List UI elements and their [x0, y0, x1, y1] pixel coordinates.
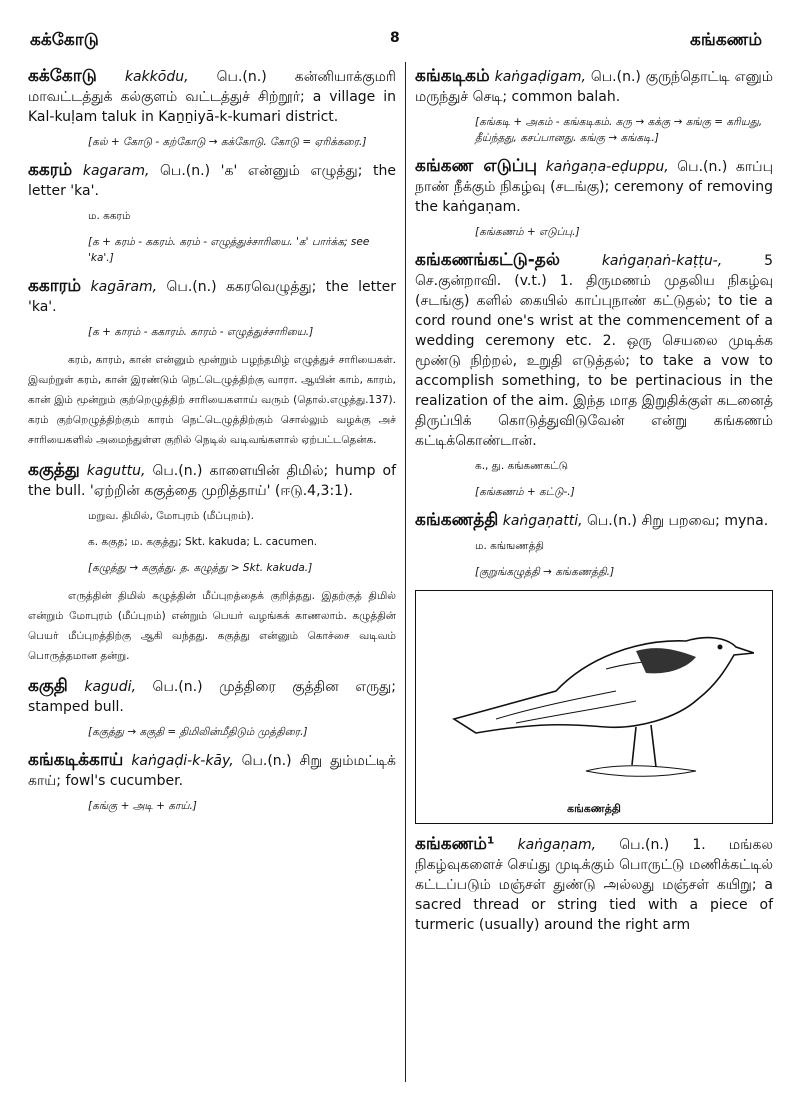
transliteration: kagudi, [84, 679, 137, 695]
running-head-right: கங்கணம் [690, 30, 762, 50]
transliteration: kaṅgaṇatti, [502, 513, 583, 529]
headword: கங்கடிக்காய் [28, 750, 124, 770]
entry [415, 834, 773, 935]
headword: கங்கண எடுப்பு [415, 156, 538, 176]
explanatory-paragraph: எருத்தின் திமில் கழுத்தின் மீப்புறத்தைக் குறித்தது. இதற்குத் திமில் என்றும் மோபுரம் (மீப்புறம்) என்றும் பெயர் வழங்கக் காணலாம். கழுத்தின் பெயர் மீப்புறத்திற்கு ஆகி வந்தது. ககுத்து என்னும் கொச்சை வடிவம் பொருத்தமான தன்று. [28, 590, 396, 662]
transliteration: kaṅgaṇam, [517, 837, 597, 853]
figure-caption: கங்கணத்தி [567, 802, 621, 815]
transliteration: kagāram, [90, 279, 158, 295]
definition: பெ.(n.) காப்பு நாண் நீக்கும் நிகழ்வு (சடங்கு); ceremony of removing the kaṅgaṇam. [415, 159, 773, 215]
headword: ககுதி [28, 676, 68, 696]
headword: கங்கடிகம் [415, 66, 490, 86]
entry [28, 160, 396, 201]
definition: பெ.(n.) கன்னியாக்குமரி மாவட்டத்துக் கல்குளம் வட்டத்துச் சிற்றூர்; a village in Kal-kuḷam taluk in Kaṉṉiyā-k-kumari district. [28, 69, 397, 125]
transliteration: kagaram, [82, 163, 150, 179]
headword: கக்கோடு [28, 66, 97, 86]
transliteration: kaguttu, [86, 463, 146, 479]
etymology-note: [கங்கடி + அகம் - கங்கடிகம். கரு → கக்கு → கங்கு = கரியது, தீய்ந்தது, கசப்பானது. கங்கு → கங்கடி.] [475, 116, 763, 144]
synonym-note: மறுவ. திமில், மோபுரம் (மீப்புறம்). [88, 510, 254, 522]
transliteration: kaṅgaḍi-k-kāy, [131, 753, 234, 769]
etymology-note: [கங்கணம் + கட்டு-.] [475, 486, 575, 498]
transliteration: kaṅgaṇaṅ-kaṭṭu-, [601, 253, 723, 269]
definition: பெ.(n.) ககரவெழுத்து; the letter 'ka'. [28, 279, 397, 315]
etymology-note: [கங்கணம் + எடுப்பு.] [475, 226, 580, 238]
entry [28, 66, 396, 127]
entry [28, 460, 396, 501]
definition: பெ.(n.) 'க' என்னும் எழுத்து; the letter 'ka'. [28, 163, 396, 199]
etymology-note: [ககுத்து → ககுதி = திமிலின்மீதிடும் முத்திரை.] [88, 726, 308, 738]
definition: 5 செ.குன்றாவி. (v.t.) 1. திருமணம் முதலிய நிகழ்வு (சடங்கு) களில் கையில் காப்புநாண் கட்டுதல்; to tie a cord round one's wrist at the commencement of a wedding ceremony etc. 2. ஒரு செயலை முடிக்க மூண்டு நிற்றல், உறுதி எடுத்தல்; to take a vow to accomplish something, to be pertinacious in the realization of the aim. இந்த மாத இறுதிக்குள் கடனைத் திருப்பிக் கொடுத்துவிடுவேன் என்று கங்கணம் கட்டிக்கொண்டான். [415, 253, 773, 449]
page-number: 8 [390, 30, 400, 46]
definition: பெ.(n.) காளையின் திமில்; hump of the bull. 'ஏற்றின் ககுத்தை முறித்தாய்' (ஈடு.4,3:1). [28, 463, 396, 499]
headword: கங்கணத்தி [415, 510, 499, 530]
left-column [28, 66, 396, 824]
transliteration: kakkōdu, [124, 69, 189, 85]
running-head-left: கக்கோடு [30, 30, 99, 50]
right-column [415, 66, 773, 942]
entry [28, 676, 396, 717]
headword: ககரம் [28, 160, 73, 180]
entry [415, 66, 773, 107]
transliteration: kaṅgaṇa-eḍuppu, [545, 159, 669, 175]
headword: ககாரம் [28, 276, 82, 296]
etymology-note: [கங்கு + அடி + காய்.] [88, 800, 197, 812]
etymology-note: [கல் + கோடு - கற்கோடு → கக்கோடு. கோடு = ஏரிக்கரை.] [88, 136, 367, 148]
definition: பெ.(n.) சிறு தும்மட்டிக் காய்; fowl's cucumber. [28, 753, 396, 789]
entry [28, 750, 396, 791]
etymology-note: [க + காரம் - ககாரம். காரம் - எழுத்துச்சாரியை.] [88, 326, 314, 338]
myna-bird-icon [436, 599, 754, 799]
entry [28, 276, 396, 317]
column-divider [405, 62, 406, 1082]
cognate-note: க., து. கங்கணகட்டு [475, 460, 568, 472]
headword: ககுத்து [28, 460, 80, 480]
transliteration: kaṅgaḍigam, [494, 69, 586, 85]
cognate-note: க. ககுத; ம. ககுத்து; Skt. kakuda; L. cacumen. [88, 536, 318, 548]
entry [415, 250, 773, 451]
definition: பெ.(n.) முத்திரை குத்தின எருது; stamped bull. [28, 679, 397, 715]
cognate-note: ம. கங்ஙணத்தி [475, 540, 545, 552]
cognate-note: ம. ககரம் [88, 210, 131, 222]
bird-illustration-figure [415, 590, 773, 824]
etymology-note: [க + கரம் - ககரம். கரம் - எழுத்துச்சாரியை. 'க' பார்க்க; see 'ka'.] [88, 236, 370, 264]
headword: கங்கணம்¹ [415, 834, 495, 854]
headword: கங்கணங்கட்டு-தல் [415, 250, 560, 270]
definition: பெ.(n.) 1. மங்கல நிகழ்வுகளைச் செய்து முடிக்கும் பொருட்டு மணிக்கட்டில் கட்டப்படும் மஞ்சள் துண்டு அல்லது மஞ்சள் கயிறு; a sacred thread or string tied with a piece of turmeric (usually) around the right arm [415, 837, 774, 933]
definition: பெ.(n.) சிறு பறவை; myna. [582, 513, 769, 529]
entry [415, 156, 773, 217]
etymology-note: [கழுத்து → ககுத்து. த. கழுத்து > Skt. kakuda.] [88, 562, 313, 574]
etymology-note: [குறுங்கழுத்தி → கங்கணத்தி.] [475, 566, 615, 578]
entry [415, 510, 773, 531]
definition: பெ.(n.) குருந்தொட்டி எனும் மருந்துச் செடி; common balah. [415, 69, 773, 105]
explanatory-paragraph: கரம், காரம், கான் என்னும் மூன்றும் பழந்தமிழ் எழுத்துச் சாரியைகள். இவற்றுள் கரம், கான் இரண்டும் நெட்டெழுத்திற்கு வாரா. ஆயின் காம், காரம், கான் இம் மூன்றும் குற்றெழுத்திற் சாரியைகளாய் வரும் (தொல்.எழுத்து.137). கரம் குற்றெழுத்திற்கும் காரம் நெட்டெழுத்திற்கும் சொல்லும் வழக்கு அச் சாரியைகளில் அமைந்துள்ள குறில் நெடில் வடிவங்களால் ஏற்பட்டதென்க. [28, 354, 396, 446]
